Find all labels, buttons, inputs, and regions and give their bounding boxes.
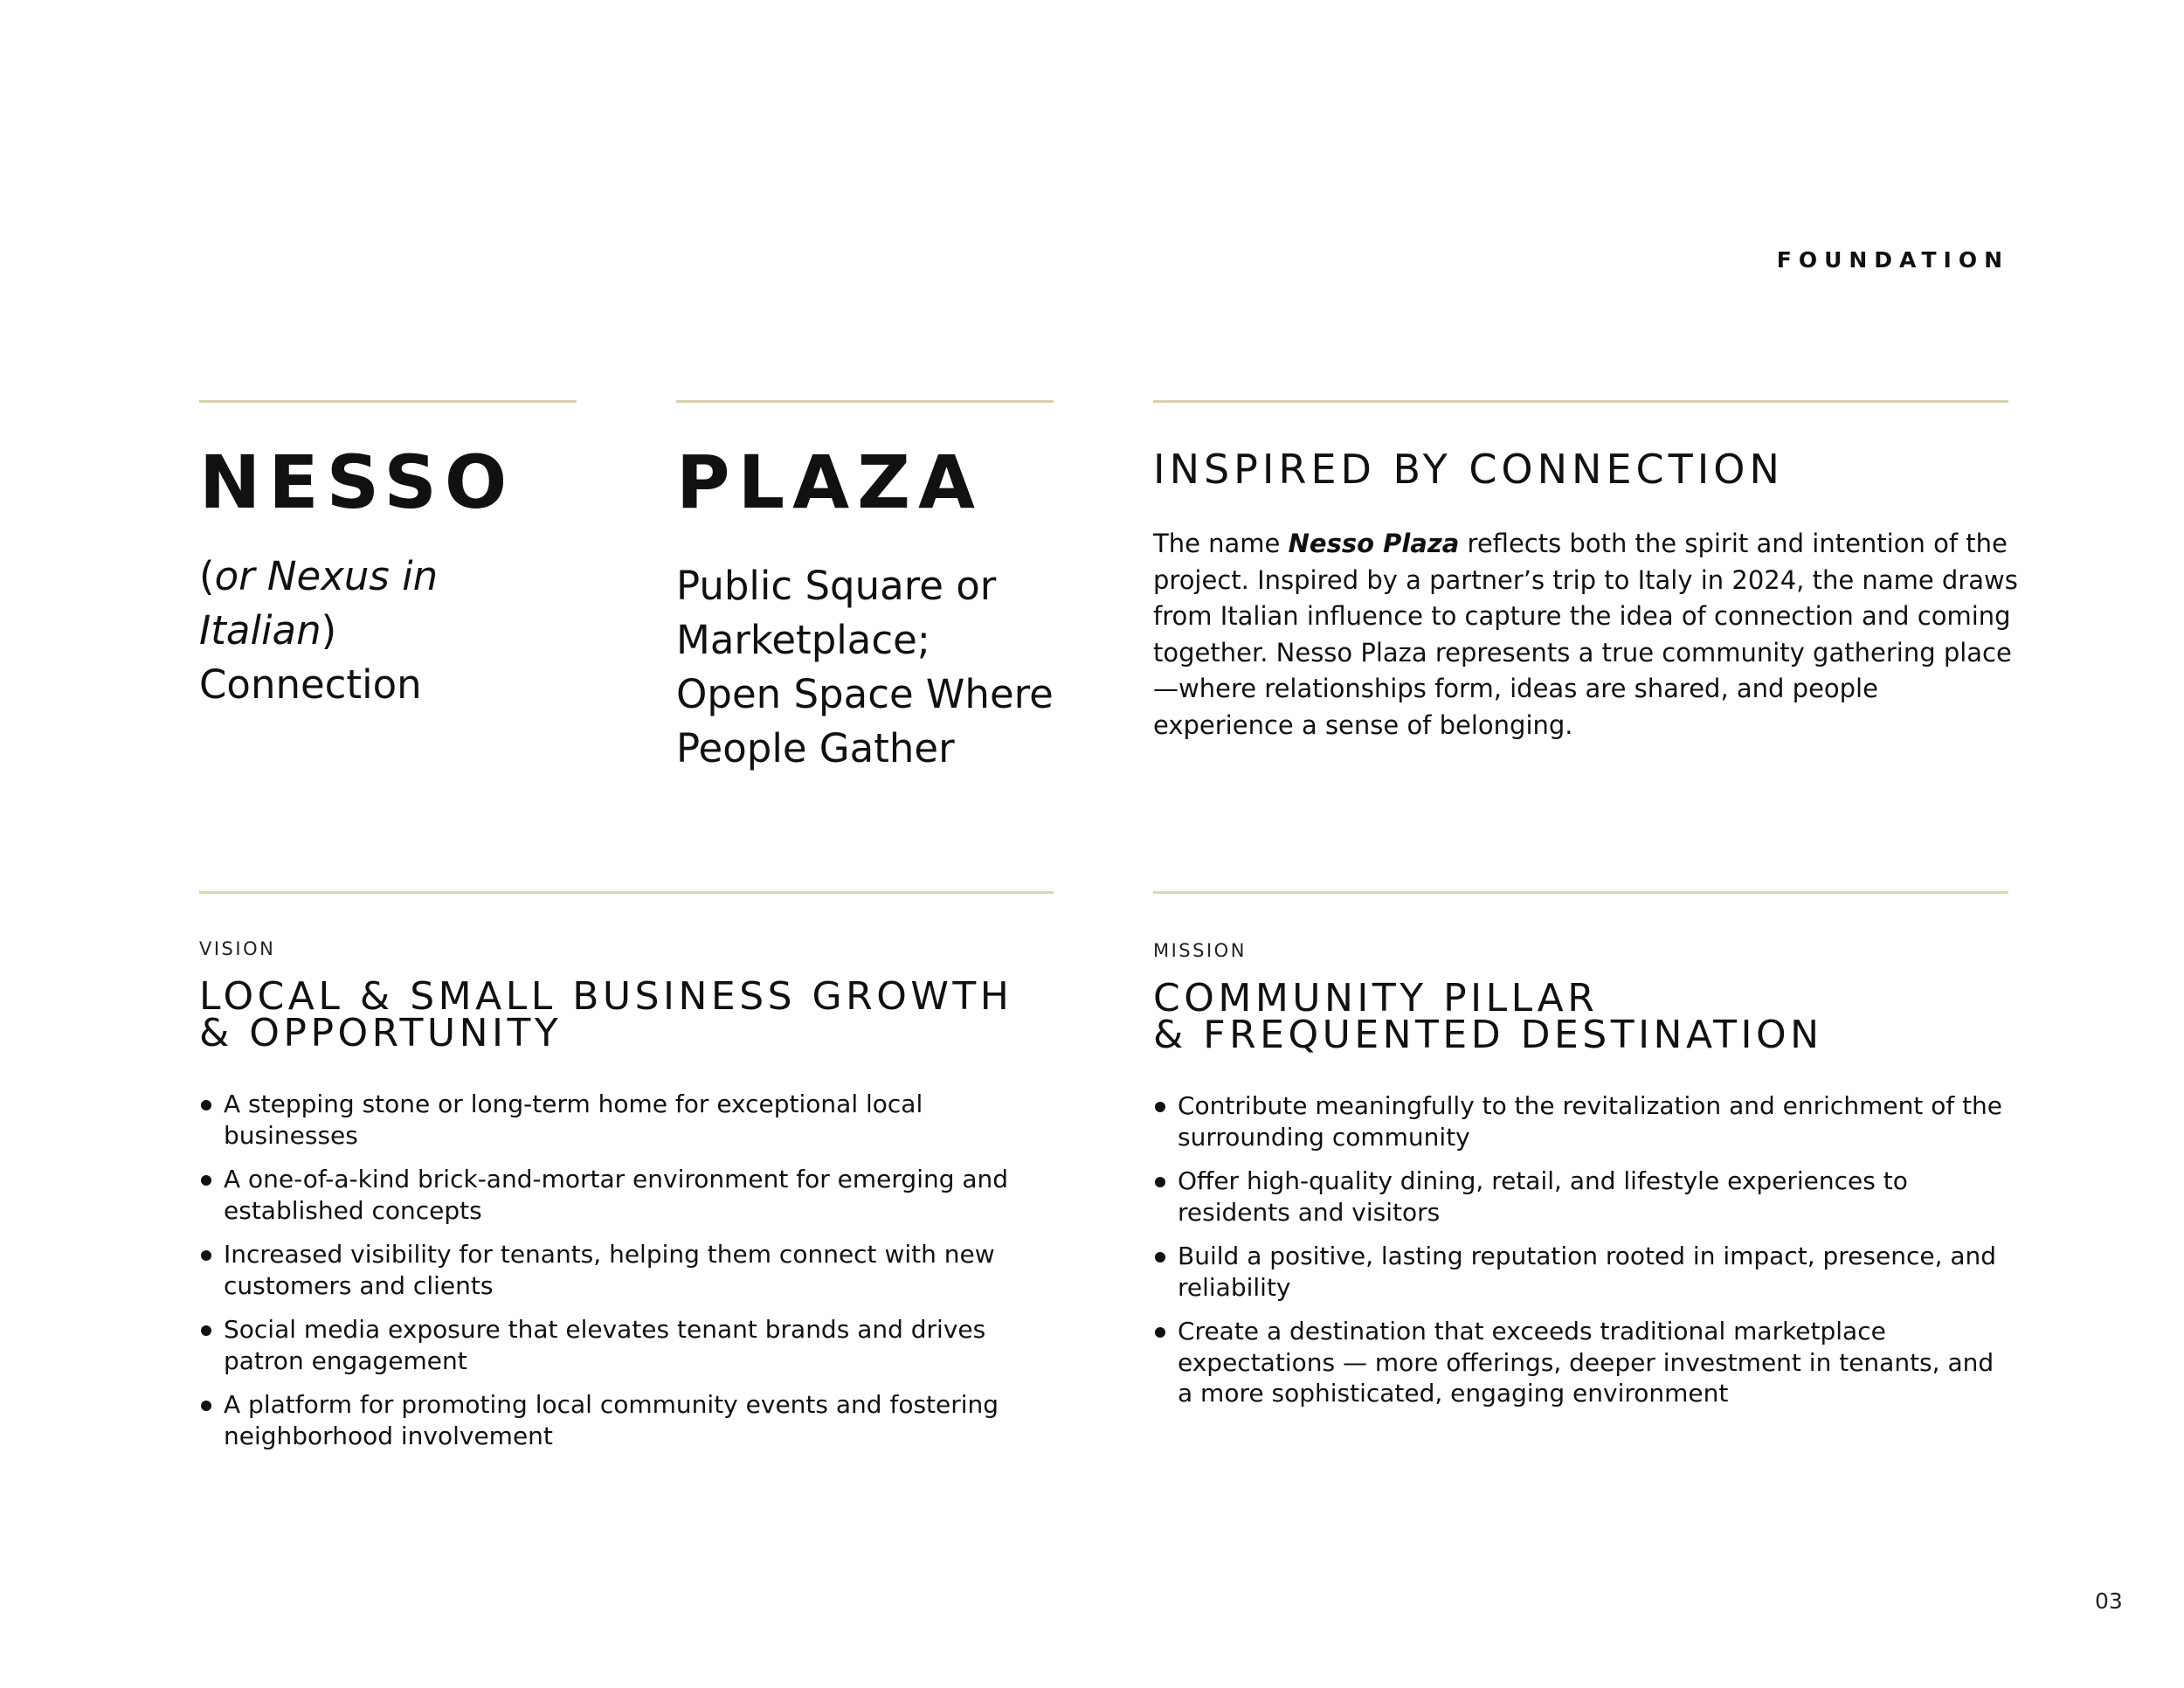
inspired-block (1153, 446, 2018, 744)
plaza-title: PLAZA (676, 439, 984, 525)
list-item-text: Contribute meaningfully to the revitalization and enrichment of the surrounding community (1178, 1091, 2003, 1152)
vision-heading-line1: LOCAL & SMALL BUSINESS GROWTH (199, 974, 1013, 1019)
plaza-definition (676, 559, 1061, 776)
rule-vision (199, 891, 1054, 894)
mission-eyebrow: MISSION (1153, 940, 1247, 961)
list-item (199, 1239, 1020, 1301)
bullet-dot (201, 1401, 211, 1411)
list-item-text: Social media exposure that elevates tenant brands and drives patron engagement (224, 1315, 986, 1375)
list-item (1153, 1316, 2014, 1409)
mission-heading-line1: COMMUNITY PILLAR (1153, 976, 1599, 1020)
list-item (199, 1314, 1020, 1376)
rule-mission (1153, 891, 2008, 894)
plaza-def-line: People Gather (676, 725, 955, 771)
plaza-def-line: Marketplace; (676, 617, 930, 663)
inspired-para-rest: reflects both the spirit and intention of the project. Inspired by a partner’s trip to Italy in 2024, the name draws from Italian influence to capture the idea of connection and coming together. Nesso Plaza represents a true community gathering place—where relationships form, ideas are shared, and people experience a sense of belonging. (1153, 529, 2018, 740)
mission-block (1153, 940, 2018, 1422)
vision-block (199, 938, 1038, 1464)
section-label: FOUNDATION (1776, 247, 2009, 273)
list-item (1153, 1241, 2014, 1303)
bullet-dot (201, 1250, 211, 1261)
list-item (199, 1389, 1020, 1451)
list-item-text: A stepping stone or long-term home for exceptional local businesses (224, 1090, 923, 1150)
rule-inspired (1153, 400, 2008, 403)
plaza-block (676, 439, 1061, 776)
bullet-dot (1155, 1327, 1165, 1338)
nesso-definition (199, 550, 584, 712)
list-item-text: A platform for promoting local community events and fostering neighborhood involvement (224, 1390, 999, 1450)
list-item-text: A one-of-a-kind brick-and-mortar environment for emerging and established concepts (224, 1165, 1009, 1225)
nesso-def-line2: Connection (199, 661, 422, 708)
bullet-dot (1155, 1177, 1165, 1187)
vision-heading-line2: & OPPORTUNITY (199, 1011, 563, 1055)
nesso-title: NESSO (199, 439, 515, 525)
vision-heading (199, 974, 1038, 1055)
nesso-def-open-paren: ( (199, 553, 215, 599)
inspired-heading: INSPIRED BY CONNECTION (1153, 446, 1784, 493)
mission-heading (1153, 976, 2018, 1057)
list-item-text: Build a positive, lasting reputation rooted in impact, presence, and reliability (1178, 1242, 1997, 1302)
vision-bullet-list (199, 1089, 1020, 1451)
list-item (1153, 1166, 2014, 1228)
rule-nesso (199, 400, 577, 403)
bullet-dot (201, 1100, 211, 1110)
list-item (199, 1164, 1020, 1226)
bullet-dot (201, 1325, 211, 1336)
inspired-para-prefix: The name (1153, 529, 1289, 558)
nesso-block (199, 439, 584, 712)
nesso-def-italic: or Nexus in Italian (199, 553, 439, 654)
bullet-dot (201, 1175, 211, 1186)
bullet-dot (1155, 1252, 1165, 1263)
bullet-dot (1155, 1102, 1165, 1112)
mission-bullet-list (1153, 1090, 2014, 1409)
nesso-def-close-paren: ) (321, 607, 337, 654)
plaza-def-line: Public Square or (676, 563, 997, 609)
rule-plaza (676, 400, 1054, 403)
vision-eyebrow: VISION (199, 938, 276, 959)
inspired-para-bold: Nesso Plaza (1288, 529, 1460, 558)
list-item (1153, 1090, 2014, 1152)
inspired-paragraph (1153, 526, 2018, 744)
list-item-text: Create a destination that exceeds traditional marketplace expectations — more offerings, deeper investment in tenants, and a more sophisticated, engaging environment (1178, 1317, 1994, 1408)
mission-heading-line2: & FREQUENTED DESTINATION (1153, 1013, 1823, 1057)
list-item-text: Increased visibility for tenants, helping them connect with new customers and clients (224, 1240, 995, 1300)
list-item (199, 1089, 1020, 1151)
list-item-text: Offer high-quality dining, retail, and lifestyle experiences to residents and visitors (1178, 1166, 1908, 1227)
plaza-def-line: Open Space Where (676, 671, 1054, 717)
page-number: 03 (2095, 1588, 2123, 1614)
